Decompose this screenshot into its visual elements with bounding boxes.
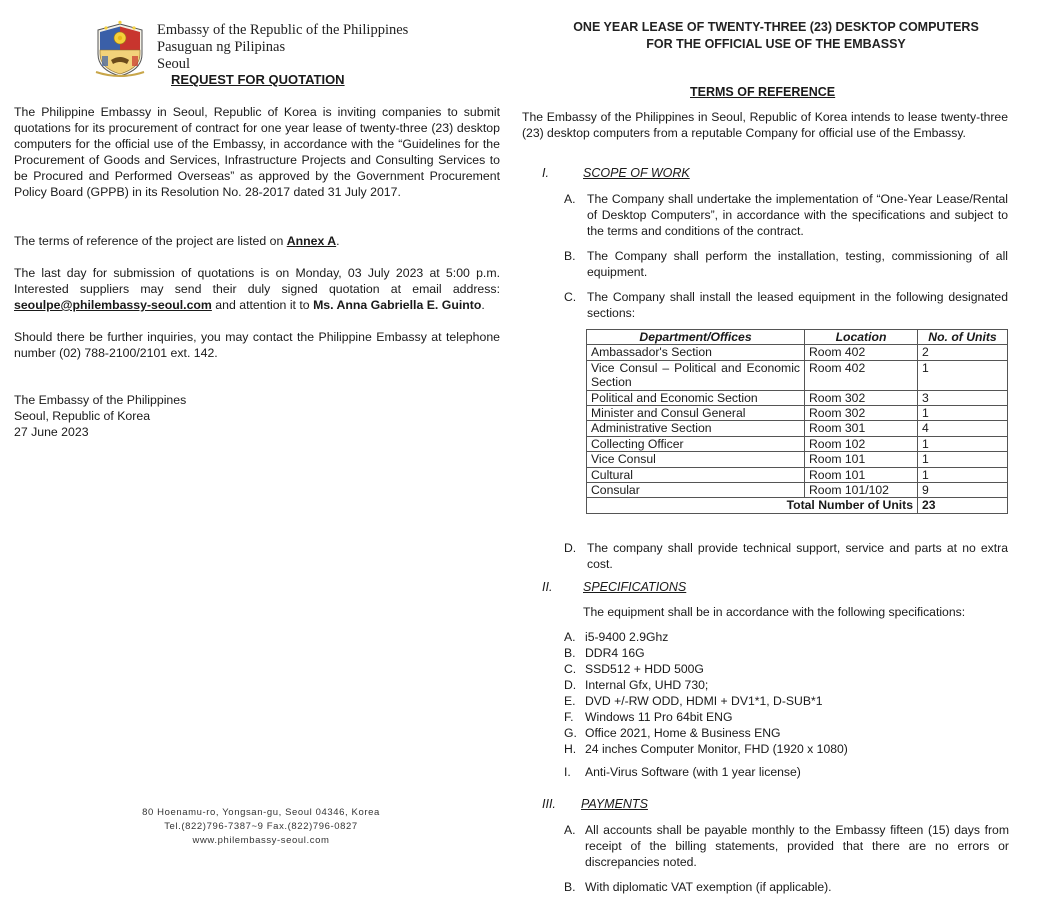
spec-item-text: Windows 11 Pro 64bit ENG (585, 710, 733, 724)
contact-person-name: Ms. Anna Gabriella E. Guinto (313, 298, 482, 312)
table-row (587, 436, 1008, 451)
submission-period: . (481, 298, 485, 312)
table-row (587, 390, 1008, 405)
units-cell: 1 (918, 406, 1008, 421)
table-row (587, 345, 1008, 360)
spec-item-text: SSD512 + HDD 500G (585, 662, 704, 676)
spec-item-label: C. (564, 662, 577, 676)
spec-item-label: I. (564, 765, 571, 779)
annex-a-link[interactable]: Annex A (286, 234, 337, 248)
signoff-line-date: 27 June 2023 (14, 425, 89, 439)
table-row (587, 467, 1008, 482)
submission-text: The last day for submission of quotations is on Monday, 03 July 2023 at 5:00 p.m. Interested suppliers may send their duly signed quotation at email address: (14, 266, 500, 296)
table-row (587, 421, 1008, 436)
spec-item-text: DVD +/-RW ODD, HDMI + DV1*1, D-SUB*1 (585, 694, 823, 708)
scope-item-label: B. (564, 249, 576, 263)
column-header-units: No. of Units (918, 330, 1008, 345)
location-cell: Room 301 (805, 421, 918, 436)
scope-item-text: The company shall provide technical support, service and parts at no extra cost. (587, 541, 1008, 571)
table-row (587, 406, 1008, 421)
footer-phone: Tel.(822)796-7387~9 Fax.(822)796-0827 (164, 821, 358, 832)
spec-item-text: Internal Gfx, UHD 730; (585, 678, 709, 692)
location-cell: Room 402 (805, 345, 918, 360)
terms-period: . (336, 234, 340, 248)
rfq-paragraph-invitation: The Philippine Embassy in Seoul, Republic of Korea is inviting companies to submit quotations for its procurement of contract for one year lease of twenty-three (23) desktop computers for the official use of the Embassy, in accordance with the “Guidelines for the Procurement of Goods and Services, Infrastructure Projects and Consulting Services to be Procured and Performed Overseas” as approved by the Government Procurement Policy Board (GPPB) in its Resolution No. 28-2017 dated 31 July 2017. (14, 105, 500, 199)
spec-item-label: A. (564, 630, 576, 644)
department-cell: Vice Consul (587, 452, 805, 467)
spec-item-label: E. (564, 694, 576, 708)
submission-attention-text: and attention it to (211, 298, 314, 312)
spec-item-text: i5-9400 2.9Ghz (585, 630, 669, 644)
contact-email-link[interactable]: seoulpe@philembassy-seoul.com (14, 298, 212, 312)
units-cell: 1 (918, 467, 1008, 482)
column-header-location: Location (805, 330, 918, 345)
section-number: I. (542, 166, 549, 180)
units-cell: 1 (918, 360, 1008, 390)
department-cell: Vice Consul – Political and Economic Section (587, 360, 805, 390)
total-units-value: 23 (918, 498, 1008, 513)
scope-item-text: The Company shall perform the installation, testing, commissioning of all equipment. (587, 249, 1008, 279)
department-cell: Consular (587, 483, 805, 498)
payment-item-label: A. (564, 823, 576, 837)
scope-item-label: A. (564, 192, 576, 206)
spec-item-text: Anti-Virus Software (with 1 year license) (585, 765, 801, 779)
terms-text: The terms of reference of the project are listed on (14, 234, 287, 248)
units-cell: 1 (918, 436, 1008, 451)
payment-item-text: All accounts shall be payable monthly to the Embassy fifteen (15) days from receipt of the billing statements, provided that there are no errors or discrepancies noted. (585, 823, 1009, 869)
table-row (587, 483, 1008, 498)
footer-address: 80 Hoenamu-ro, Yongsan-gu, Seoul 04346, Korea (142, 807, 380, 818)
units-cell: 3 (918, 390, 1008, 405)
lease-title-line1: ONE YEAR LEASE OF TWENTY-THREE (23) DESKTOP COMPUTERS (573, 20, 979, 34)
location-cell: Room 101 (805, 467, 918, 482)
spec-item-label: F. (564, 710, 574, 724)
table-total-row (587, 498, 1008, 513)
rfq-paragraph-terms (14, 233, 500, 249)
spec-item-label: H. (564, 742, 577, 756)
spec-item-text: 24 inches Computer Monitor, FHD (1920 x 1080) (585, 742, 848, 756)
letterhead-line-embassy: Embassy of the Republic of the Philippines (157, 22, 409, 38)
table-header-row (587, 330, 1008, 345)
section-number: III. (542, 797, 556, 811)
location-cell: Room 101 (805, 452, 918, 467)
units-allocation-table (586, 329, 1008, 514)
total-units-label: Total Number of Units (587, 498, 918, 513)
department-cell: Minister and Consul General (587, 406, 805, 421)
signoff-line-embassy: The Embassy of the Philippines (14, 393, 187, 407)
rfq-paragraph-submission (14, 265, 500, 313)
location-cell: Room 302 (805, 406, 918, 421)
spec-item-label: B. (564, 646, 576, 660)
table-row (587, 452, 1008, 467)
spec-item-text: DDR4 16G (585, 646, 645, 660)
units-cell: 4 (918, 421, 1008, 436)
section-title-scope-of-work: SCOPE OF WORK (583, 166, 690, 180)
table-row (587, 360, 1008, 390)
scope-item-text: The Company shall undertake the implementation of “One-Year Lease/Rental of Desktop Computers”, in accordance with the specifications and subject to the terms and conditions of the contract. (587, 192, 1008, 238)
department-cell: Political and Economic Section (587, 390, 805, 405)
department-cell: Collecting Officer (587, 436, 805, 451)
spec-item-text: Office 2021, Home & Business ENG (585, 726, 781, 740)
signoff-line-location: Seoul, Republic of Korea (14, 409, 151, 423)
department-cell: Administrative Section (587, 421, 805, 436)
section-title-payments: PAYMENTS (581, 797, 648, 811)
letterhead-line-tagalog: Pasuguan ng Pilipinas (157, 39, 286, 55)
scope-item-text: The Company shall install the leased equipment in the following designated sections: (587, 290, 1008, 320)
payment-item-label: B. (564, 880, 576, 894)
rfq-paragraph-inquiries: Should there be further inquiries, you may contact the Philippine Embassy at telephone number (02) 788-2100/2101 ext. 142. (14, 330, 500, 360)
location-cell: Room 102 (805, 436, 918, 451)
column-header-department: Department/Offices (587, 330, 805, 345)
specifications-intro: The equipment shall be in accordance with the following specifications: (583, 605, 966, 619)
units-cell: 9 (918, 483, 1008, 498)
spec-item-label: D. (564, 678, 577, 692)
scope-item-label: D. (564, 541, 577, 555)
units-cell: 1 (918, 452, 1008, 467)
department-cell: Cultural (587, 467, 805, 482)
section-number: II. (542, 580, 553, 594)
scope-item-label: C. (564, 290, 577, 304)
units-cell: 2 (918, 345, 1008, 360)
tor-intro-paragraph: The Embassy of the Philippines in Seoul, Republic of Korea intends to lease twenty-three (23) desktop computers from a reputable Company for official use of the Embassy. (522, 110, 1008, 140)
footer-website: www.philembassy-seoul.com (192, 835, 330, 846)
spec-item-label: G. (564, 726, 577, 740)
rfq-title: REQUEST FOR QUOTATION (171, 72, 345, 87)
lease-title-line2: FOR THE OFFICIAL USE OF THE EMBASSY (646, 37, 906, 51)
location-cell: Room 302 (805, 390, 918, 405)
department-cell: Ambassador's Section (587, 345, 805, 360)
location-cell: Room 101/102 (805, 483, 918, 498)
location-cell: Room 402 (805, 360, 918, 390)
embassy-seal-logo (94, 20, 146, 78)
terms-of-reference-title: TERMS OF REFERENCE (690, 85, 836, 99)
philippine-seal-icon (94, 20, 146, 78)
section-title-specifications: SPECIFICATIONS (583, 580, 687, 594)
letterhead-line-city: Seoul (157, 56, 191, 72)
payment-item-text: With diplomatic VAT exemption (if applicable). (585, 880, 832, 894)
